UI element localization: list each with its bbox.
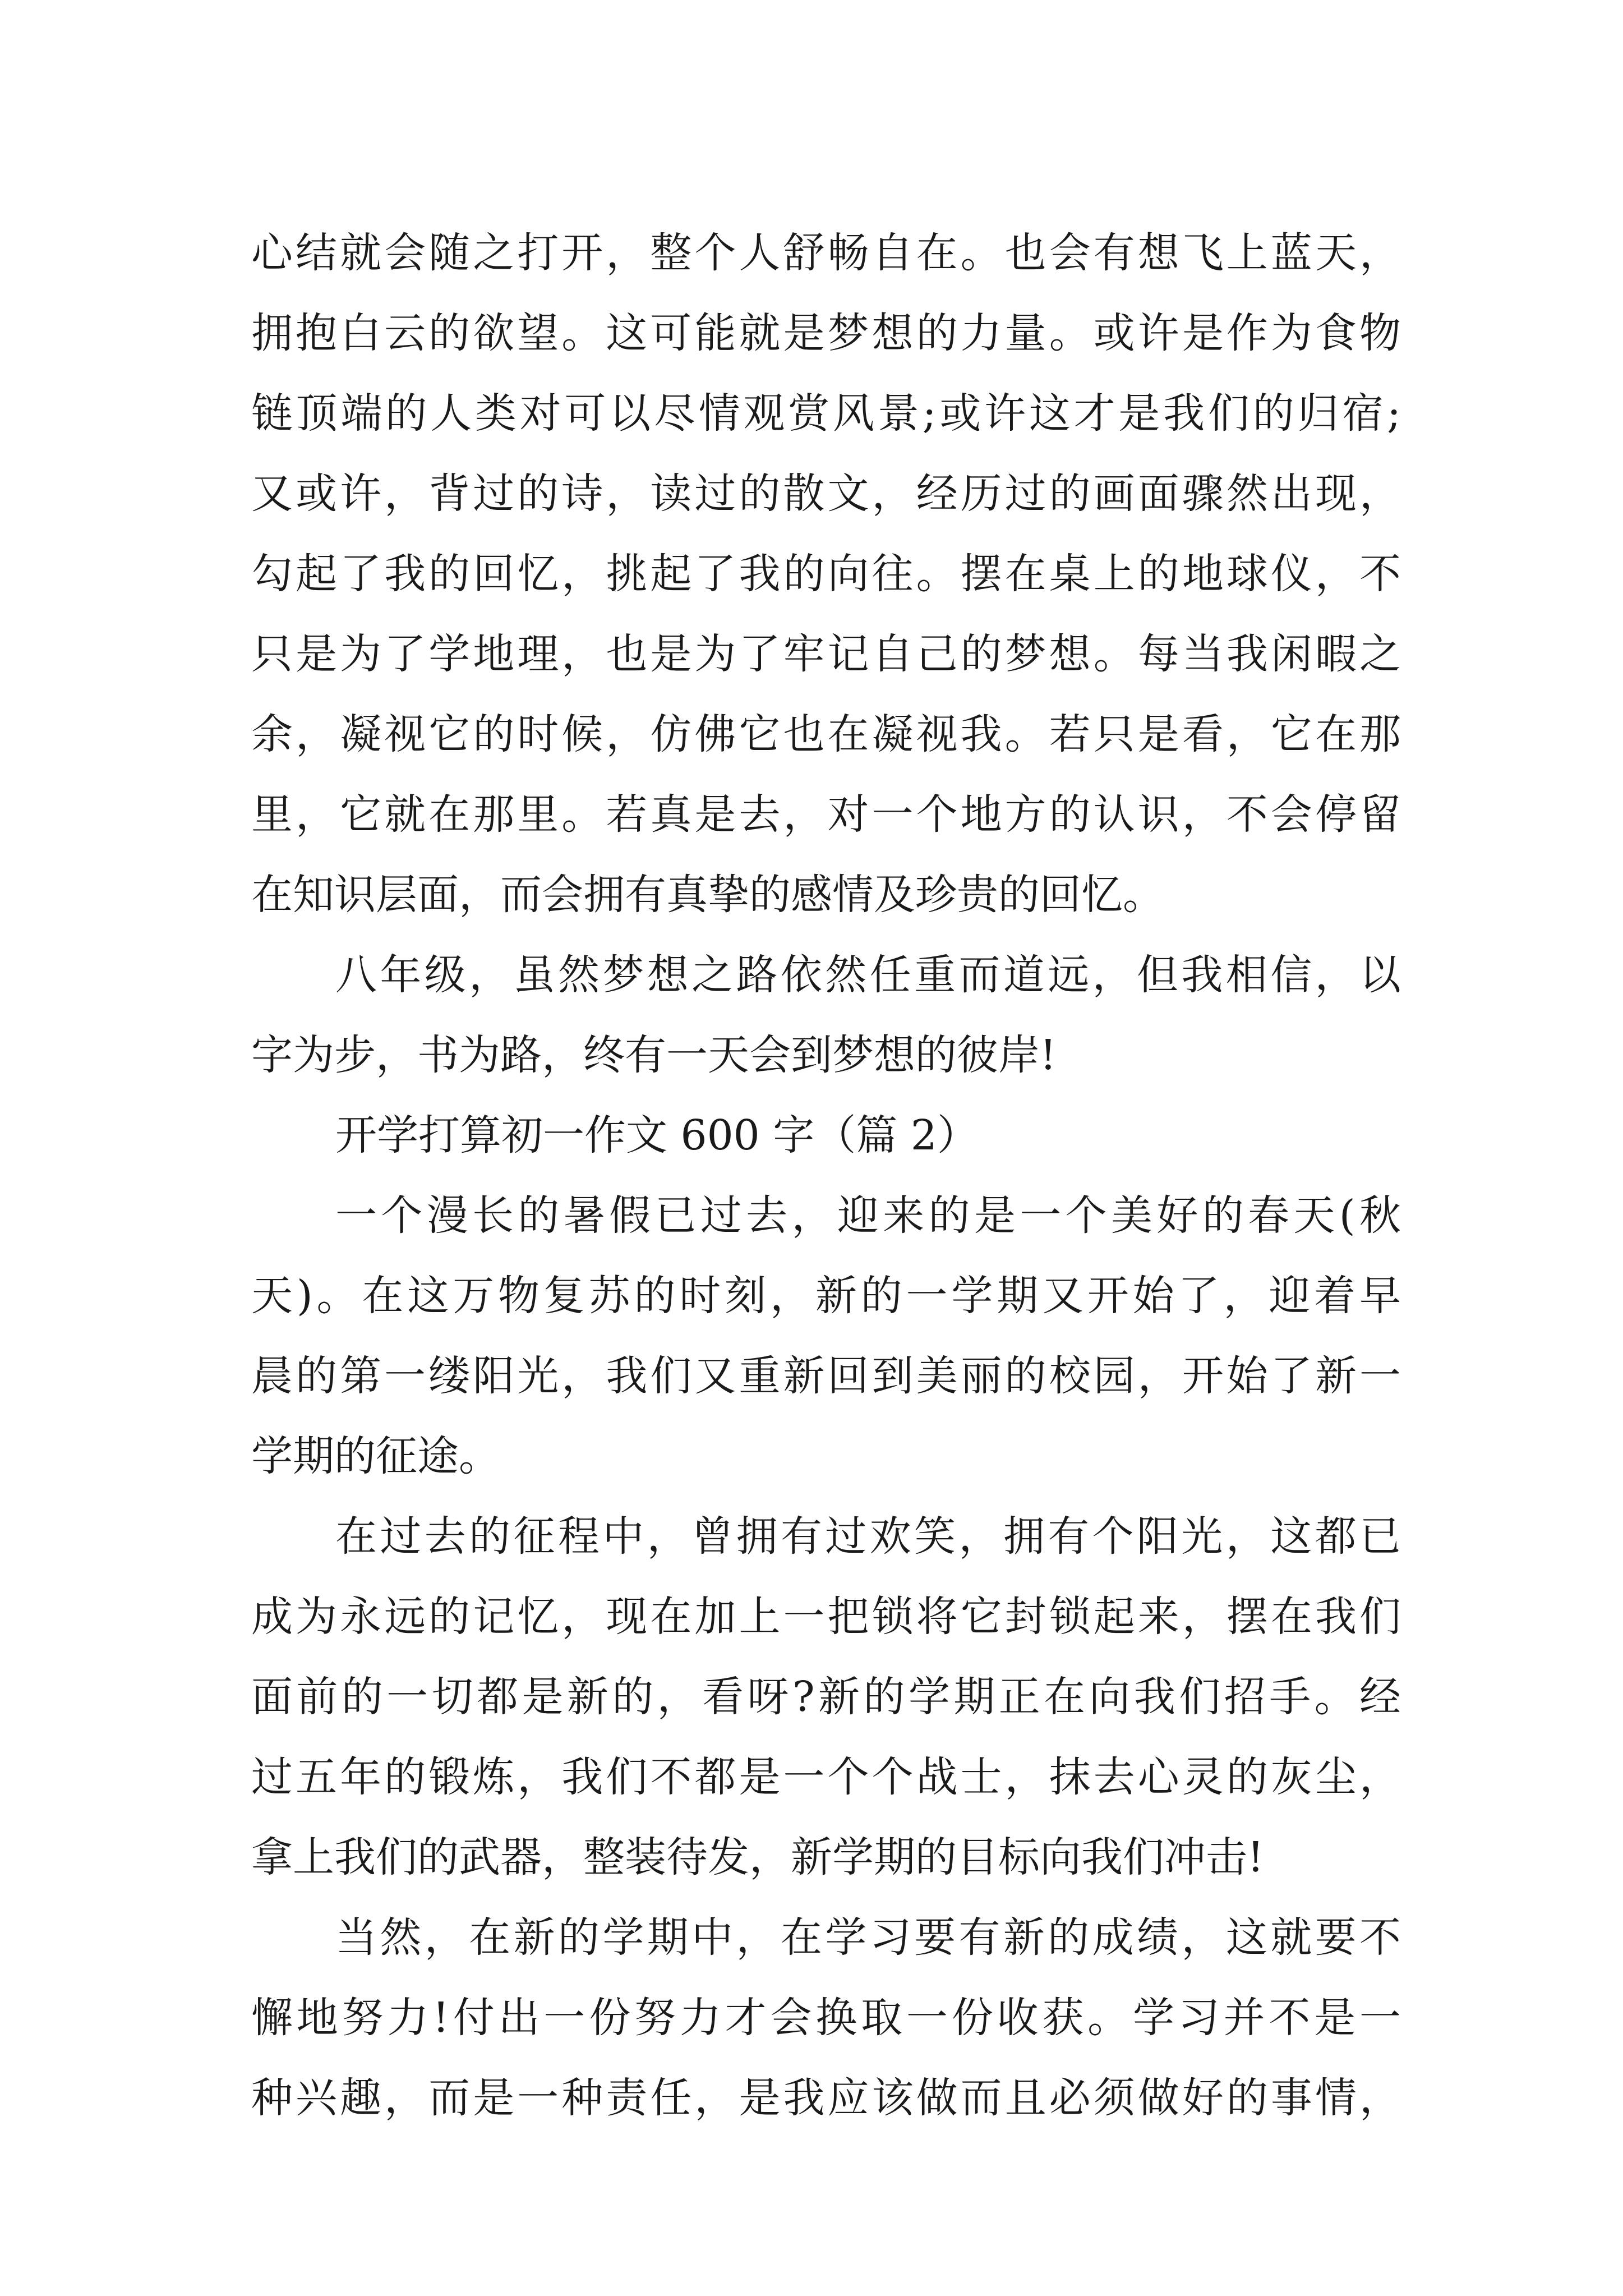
text-line: 当然，在新的学期中，在学习要有新的成绩，这就要不 [335, 1913, 1401, 1962]
paragraph [251, 1898, 1401, 2138]
text-line: 在知识层面，而会拥有真挚的感情及珍贵的回忆。 [251, 871, 1164, 919]
text-line: 只是为了学地理，也是为了牢记自己的梦想。每当我闲暇之 [251, 630, 1401, 678]
text-line: 勾起了我的回忆，挑起了我的向往。摆在桌上的地球仪，不 [251, 550, 1401, 598]
text-line: 天)。在这万物复苏的时刻，新的一学期又开始了，迎着早 [251, 1272, 1401, 1320]
paragraph [251, 935, 1401, 1096]
document-body [251, 213, 1401, 2138]
text-line: 面前的一切都是新的，看呀?新的学期正在向我们招手。经 [251, 1673, 1401, 1721]
text-line: 学期的征途。 [251, 1432, 500, 1480]
paragraph [251, 1176, 1401, 1497]
text-line: 心结就会随之打开，整个人舒畅自在。也会有想飞上蓝天， [251, 229, 1401, 277]
text-line: 里，它就在那里。若真是去，对一个地方的认识，不会停留 [251, 790, 1401, 839]
text-line: 余，凝视它的时候，仿佛它也在凝视我。若只是看，它在那 [251, 710, 1401, 758]
text-line: 过五年的锻炼，我们不都是一个个战士，抹去心灵的灰尘， [251, 1753, 1401, 1801]
text-line: 懈地努力!付出一份努力才会换取一份收获。学习并不是一 [251, 1994, 1401, 2042]
paragraph [251, 1497, 1401, 1898]
text-line: 成为永远的记忆，现在加上一把锁将它封锁起来，摆在我们 [251, 1593, 1401, 1641]
text-line: 字为步，书为路，终有一天会到梦想的彼岸! [251, 1031, 1057, 1079]
text-line: 八年级，虽然梦想之路依然任重而道远，但我相信，以 [335, 951, 1401, 999]
text-line: 拿上我们的武器，整装待发，新学期的目标向我们冲击! [251, 1833, 1264, 1881]
text-line: 拥抱白云的欲望。这可能就是梦想的力量。或许是作为食物 [251, 309, 1401, 357]
text-line: 晨的第一缕阳光，我们又重新回到美丽的校园，开始了新一 [251, 1352, 1401, 1400]
text-line: 在过去的征程中，曾拥有过欢笑，拥有个阳光，这都已 [335, 1512, 1401, 1561]
text-line: 又或许，背过的诗，读过的散文，经历过的画面骤然出现， [251, 470, 1401, 518]
section-heading [251, 1096, 1401, 1176]
text-line: 种兴趣，而是一种责任，是我应该做而且必须做好的事情， [251, 2074, 1401, 2122]
paragraph [251, 213, 1401, 935]
text-line: 链顶端的人类对可以尽情观赏风景;或许这才是我们的归宿; [251, 389, 1401, 438]
text-line: 一个漫长的暑假已过去，迎来的是一个美好的春天(秋 [335, 1191, 1401, 1240]
heading-text: 开学打算初一作文 600 字（篇 2） [335, 1111, 979, 1159]
